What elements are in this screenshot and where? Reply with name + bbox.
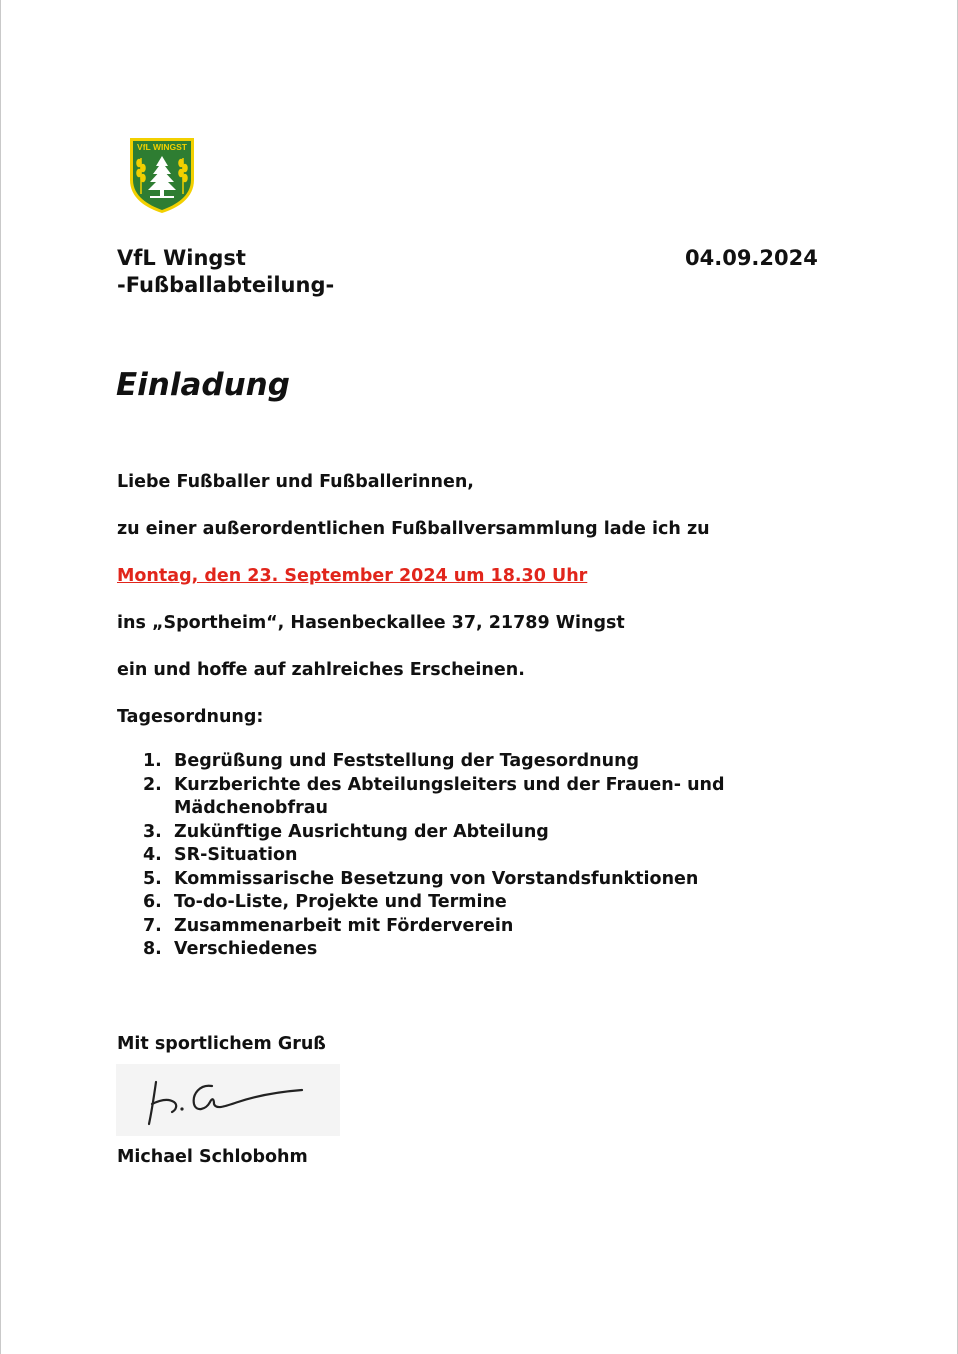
agenda-item: 1. Begrüßung und Feststellung der Tagesordnung	[143, 751, 640, 771]
agenda-item: 5. Kommissarische Besetzung von Vorstandsfunktionen	[143, 868, 699, 889]
agenda-list	[143, 750, 814, 962]
agenda-label: Tagesordnung:	[117, 707, 264, 727]
handwritten-signature	[116, 1064, 340, 1136]
agenda-item: 7. Zusammenarbeit mit Förderverein	[143, 915, 514, 936]
letter-title: Einladung	[116, 367, 290, 403]
logo-text: VfL WINGST	[137, 142, 187, 152]
club-name: VfL Wingst	[117, 246, 246, 270]
agenda-item: 3. Zukünftige Ausrichtung der Abteilung	[143, 821, 549, 842]
department-name: -Fußballabteilung-	[117, 273, 335, 297]
closing-salutation: Mit sportlichem Gruß	[117, 1034, 326, 1054]
greeting: Liebe Fußballer und Fußballerinnen,	[117, 472, 474, 492]
event-datetime: Montag, den 23. September 2024 um 18.30 Uhr	[117, 566, 588, 586]
agenda-item: 6. To-do-Liste, Projekte und Termine	[143, 892, 507, 912]
agenda-item: 4. SR-Situation	[143, 845, 298, 865]
invitation-line: zu einer außerordentlichen Fußballversammlung lade ich zu	[117, 519, 710, 539]
club-logo	[128, 136, 196, 214]
signer-name: Michael Schlobohm	[117, 1147, 308, 1167]
agenda-item: 8. Verschiedenes	[143, 939, 318, 959]
agenda-item: 2. Kurzberichte des Abteilungsleiters und der Frauen- und Mädchenobfrau	[143, 774, 725, 818]
event-location: ins „Sportheim“, Hasenbeckallee 37, 21789 Wingst	[117, 613, 625, 633]
letter-date: 04.09.2024	[685, 246, 818, 270]
closing-invitation-line: ein und hoffe auf zahlreiches Erscheinen.	[117, 660, 525, 680]
